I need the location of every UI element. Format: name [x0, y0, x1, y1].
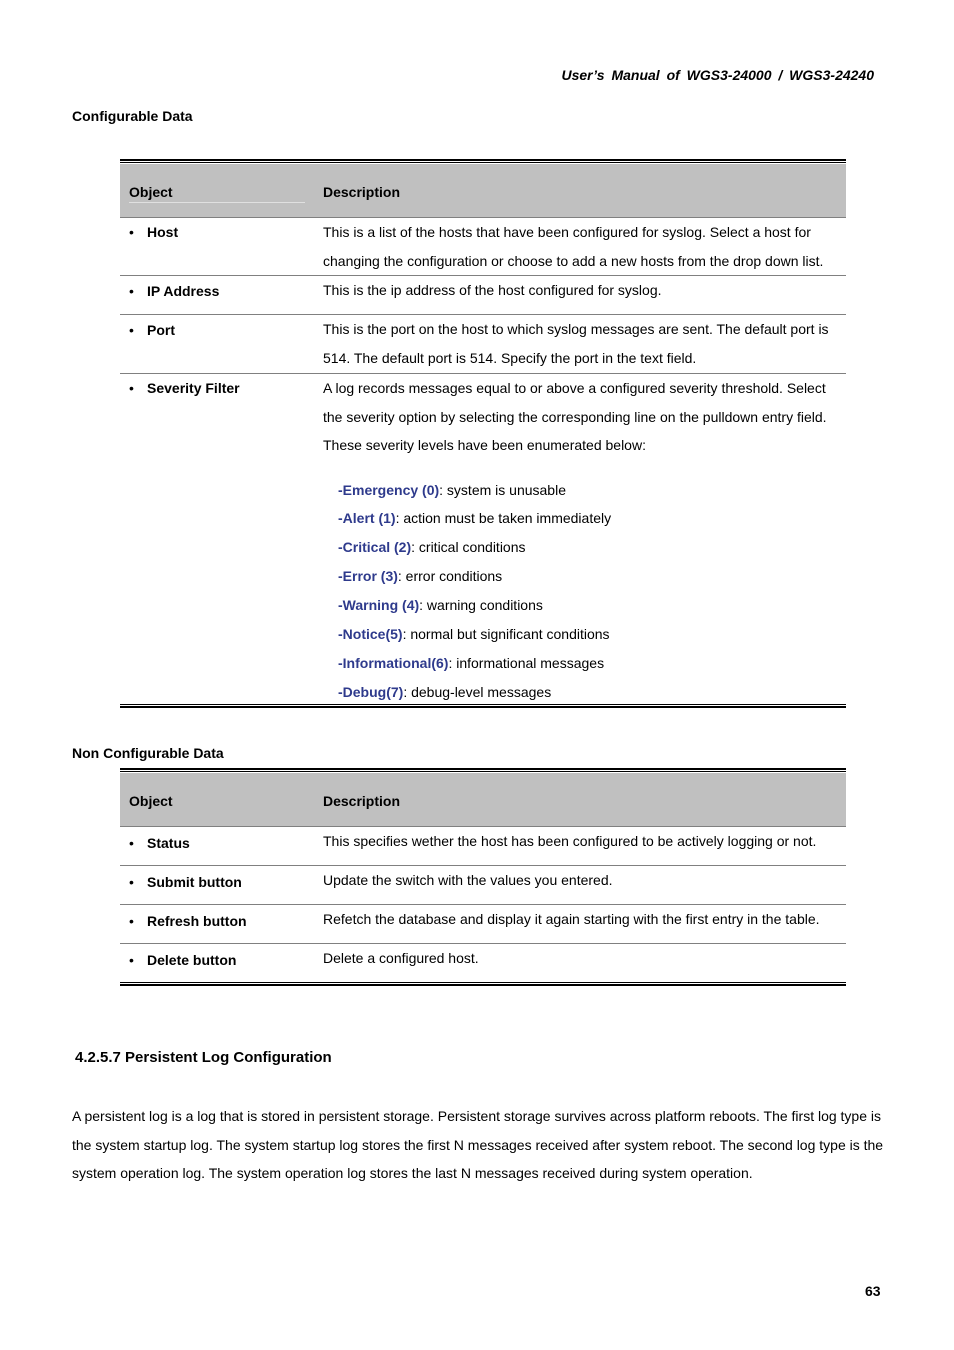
list-item: [323, 504, 843, 533]
object-label: IP Address: [147, 283, 220, 299]
list-item: [323, 678, 843, 707]
non-configurable-data-table: [120, 768, 846, 986]
severity-name: -Notice(5): [338, 626, 403, 643]
row-object: [129, 835, 190, 851]
table-row: [120, 865, 846, 904]
page-number: 63: [865, 1283, 881, 1299]
list-item: [323, 591, 843, 620]
table-top-rule: [120, 159, 846, 163]
row-description: [323, 374, 843, 707]
bullet-icon: •: [129, 380, 134, 396]
bullet-icon: •: [129, 283, 134, 299]
row-object: [129, 322, 175, 338]
severity-intro: A log records messages equal to or above a configured severity threshold. Select the severity option by selecting the corresponding line on the pulldown entry field. These severity levels have been enumerated below:: [323, 380, 827, 453]
row-object: [129, 952, 236, 968]
row-object: [129, 283, 219, 299]
row-description: This is the port on the host to which syslog messages are sent. The default port is 514. The default port is 514. Specify the port in the text field.: [323, 321, 829, 366]
table-row: [120, 904, 846, 943]
severity-name: -Emergency (0): [338, 481, 440, 498]
severity-name: -Debug(7): [338, 683, 404, 700]
object-label: Refresh button: [147, 913, 247, 929]
bullet-icon: •: [129, 322, 134, 338]
table-header: [120, 773, 846, 826]
non-configurable-data-label: Non Configurable Data: [72, 745, 224, 761]
object-label: Submit button: [147, 874, 242, 890]
list-item: [323, 562, 843, 591]
bullet-icon: •: [129, 874, 134, 890]
configurable-data-label: Configurable Data: [72, 108, 193, 124]
row-object: [129, 874, 242, 890]
row-description: Refetch the database and display it again starting with the first entry in the table.: [323, 911, 820, 927]
object-label: Severity Filter: [147, 380, 240, 396]
table-row: [120, 827, 846, 865]
table-row: [120, 314, 846, 373]
table-header: [120, 164, 846, 217]
bullet-icon: •: [129, 913, 134, 929]
table-row: [120, 275, 846, 314]
bullet-icon: •: [129, 224, 134, 240]
severity-name: -Alert (1): [338, 510, 396, 527]
severity-list: [323, 476, 843, 707]
bullet-icon: •: [129, 835, 134, 851]
table-row: [120, 218, 846, 275]
list-item: [323, 649, 843, 678]
row-object: [129, 913, 247, 929]
object-label: Status: [147, 835, 190, 851]
bullet-icon: •: [129, 952, 134, 968]
severity-text: : action must be taken immediately: [395, 510, 612, 527]
header-divider: [129, 202, 305, 203]
row-object: [129, 380, 240, 396]
header-object: Object: [129, 184, 173, 200]
table-row: [120, 373, 846, 704]
section-heading: 4.2.5.7 Persistent Log Configuration: [75, 1049, 332, 1066]
table-top-rule: [120, 768, 846, 772]
running-header: User’s Manual of WGS3-24000 / WGS3-24240: [561, 67, 874, 83]
row-description: Delete a configured host.: [323, 950, 479, 966]
object-label: Port: [147, 322, 175, 338]
severity-name: -Warning (4): [338, 597, 420, 614]
row-description: This specifies wether the host has been configured to be actively logging or not.: [323, 833, 817, 849]
object-label: Host: [147, 224, 179, 240]
list-item: [323, 476, 843, 505]
list-item: [323, 620, 843, 649]
table-bottom-rule: [120, 982, 846, 986]
header-description: Description: [323, 184, 401, 200]
severity-text: : debug-level messages: [403, 683, 552, 700]
severity-text: : system is unusable: [439, 481, 566, 498]
severity-text: : critical conditions: [411, 539, 526, 556]
severity-name: -Critical (2): [338, 539, 412, 556]
row-description: Update the switch with the values you entered.: [323, 872, 613, 888]
severity-text: : error conditions: [397, 568, 503, 585]
table-row: [120, 943, 846, 982]
object-label: Delete button: [147, 952, 237, 968]
severity-name: -Informational(6): [338, 654, 449, 671]
row-object: [129, 224, 178, 240]
severity-name: -Error (3): [338, 568, 398, 585]
section-paragraph: A persistent log is a log that is stored in persistent storage. Persistent storage survives across platform reboots. The first log type is the system startup log. The system startup log stores the first N messages received after system reboot. The second log type is the system operation log. The system operation log stores the last N messages received during system operation.: [72, 1108, 884, 1181]
row-description: This is a list of the hosts that have been configured for syslog. Select a host for changing the configuration or choose to add a new hosts from the drop down list.: [323, 224, 824, 269]
severity-text: : informational messages: [448, 654, 605, 671]
list-item: [323, 533, 843, 562]
header-object: Object: [129, 793, 173, 809]
configurable-data-table: [120, 159, 846, 708]
severity-text: : warning conditions: [419, 597, 543, 614]
severity-text: : normal but significant conditions: [402, 626, 610, 643]
header-description: Description: [323, 793, 401, 809]
row-description: This is the ip address of the host configured for syslog.: [323, 282, 662, 298]
